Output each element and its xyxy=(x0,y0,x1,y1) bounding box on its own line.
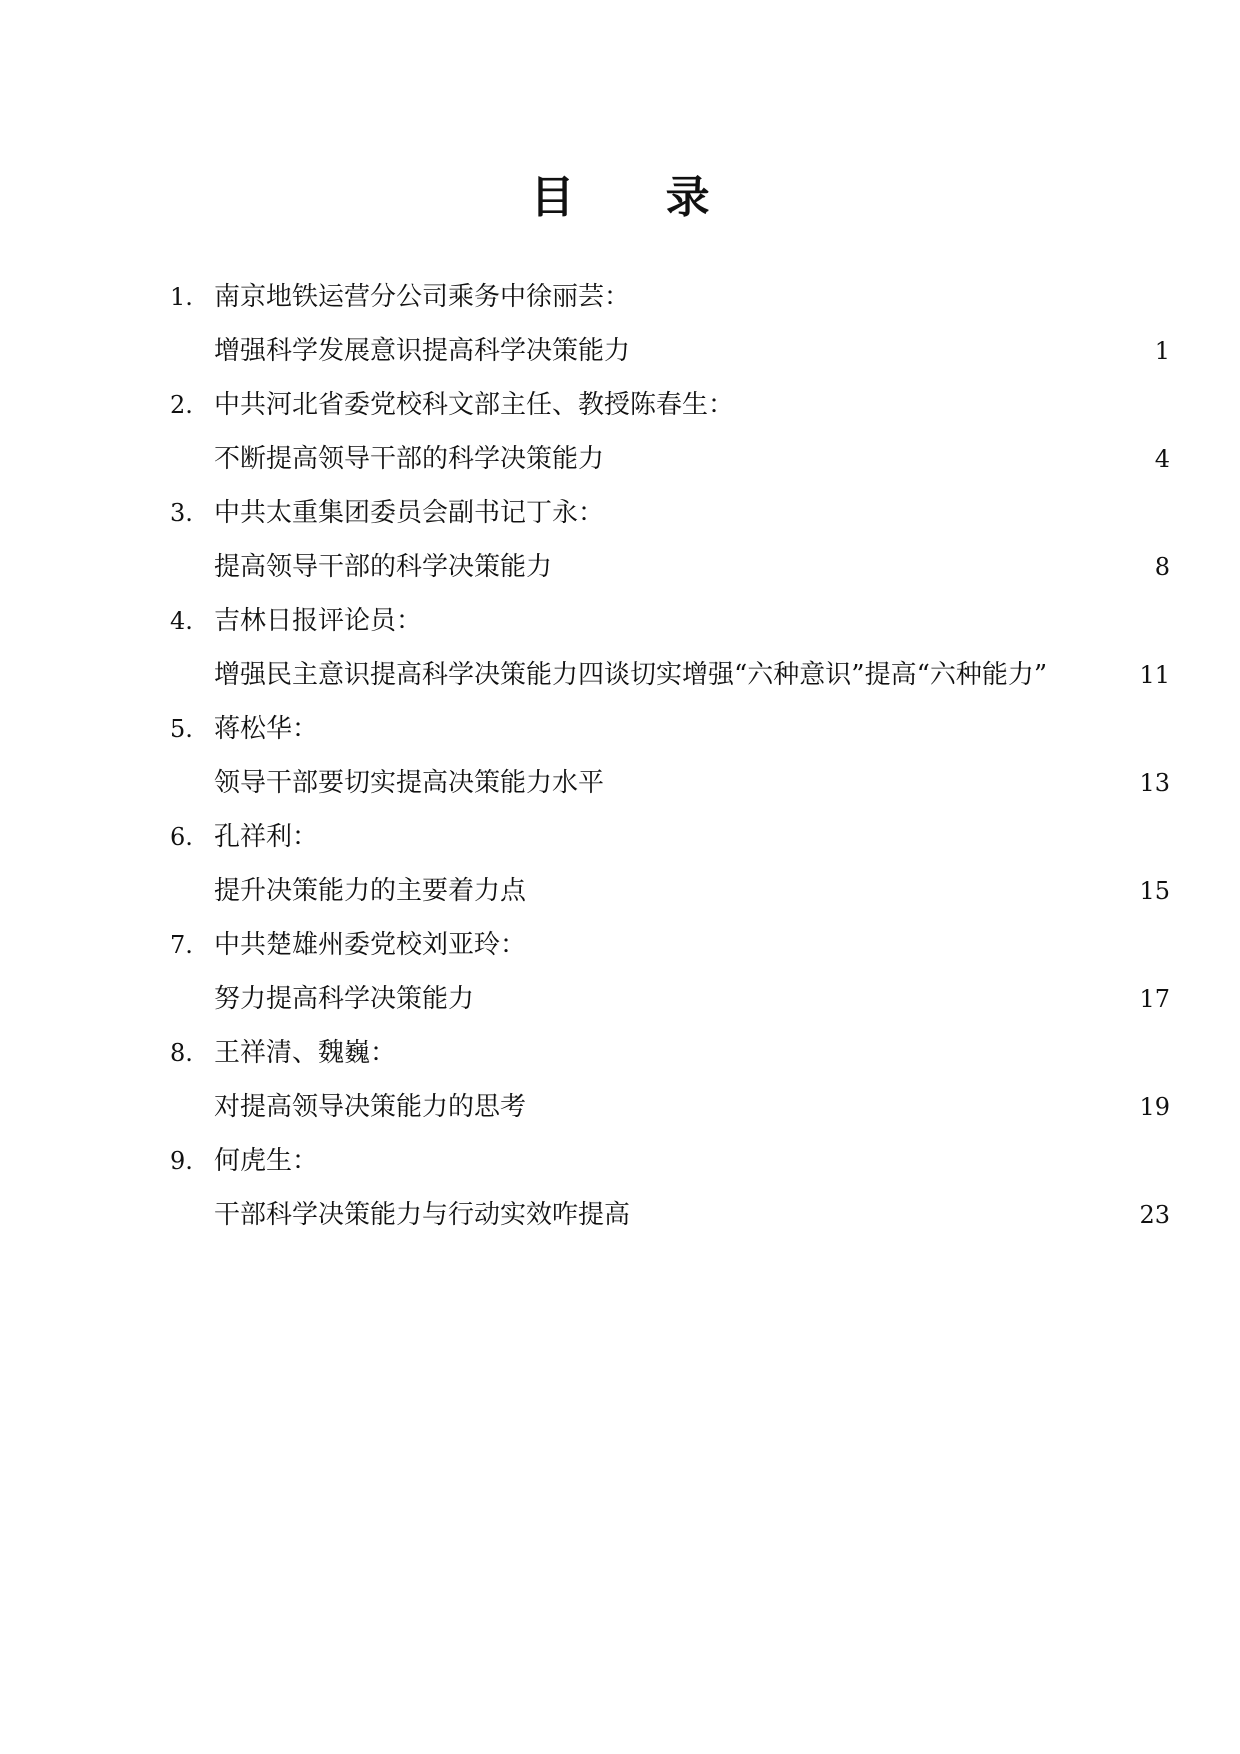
toc-entry-title[interactable]: 干部科学决策能力与行动实效咋提高 xyxy=(214,1200,631,1230)
toc-entry-title[interactable]: 提升决策能力的主要着力点 xyxy=(214,876,527,906)
toc-author-line xyxy=(170,702,1170,756)
toc-entry-author: 孔祥利： xyxy=(214,822,319,852)
toc-author-line xyxy=(170,918,1170,972)
toc-author-line xyxy=(170,270,1170,324)
toc-entry-title[interactable]: 提高领导干部的科学决策能力 xyxy=(214,552,553,582)
toc-entry-author: 蒋松华： xyxy=(214,714,319,744)
toc-entry-number: 3. xyxy=(170,499,193,527)
toc-entry-number: 5. xyxy=(170,715,193,743)
toc-entry-title[interactable]: 对提高领导决策能力的思考 xyxy=(214,1092,527,1122)
toc-entry-page-number: 8 xyxy=(1154,553,1170,581)
toc-title-line xyxy=(214,540,1170,594)
toc-entry-author: 中共楚雄州委党校刘亚玲： xyxy=(214,930,527,960)
toc-title-line xyxy=(214,648,1170,702)
toc-entry-number: 1. xyxy=(170,283,193,311)
toc-entry-author: 中共太重集团委员会副书记丁永： xyxy=(214,498,605,528)
toc-author-line xyxy=(170,378,1170,432)
page-title: 目 录 xyxy=(530,172,748,223)
toc-entry-author: 吉林日报评论员： xyxy=(214,606,423,636)
toc-entry-number: 9. xyxy=(170,1147,193,1175)
toc-entry-title[interactable]: 不断提高领导干部的科学决策能力 xyxy=(214,444,605,474)
toc-title-line xyxy=(214,324,1170,378)
toc-author-line xyxy=(170,810,1170,864)
toc-entry-page-number: 19 xyxy=(1139,1093,1170,1121)
toc-entry-title[interactable]: 努力提高科学决策能力 xyxy=(214,984,475,1014)
table-of-contents xyxy=(170,270,1170,1242)
toc-entry-page-number: 15 xyxy=(1139,877,1170,905)
toc-entry-page-number: 4 xyxy=(1154,445,1170,473)
toc-entry-number: 4. xyxy=(170,607,193,635)
toc-entry-title[interactable]: 领导干部要切实提高决策能力水平 xyxy=(214,768,605,798)
toc-entry-author: 南京地铁运营分公司乘务中徐丽芸： xyxy=(214,282,631,312)
toc-author-line xyxy=(170,486,1170,540)
toc-entry-title[interactable]: 增强民主意识提高科学决策能力四谈切实增强“六种意识”提高“六种能力” xyxy=(214,660,1048,690)
toc-entry-page-number: 11 xyxy=(1139,661,1170,689)
toc-entry-page-number: 1 xyxy=(1154,337,1170,365)
toc-entry-number: 8. xyxy=(170,1039,193,1067)
toc-author-line xyxy=(170,1026,1170,1080)
toc-entry-page-number: 17 xyxy=(1139,985,1170,1013)
toc-title-line xyxy=(214,432,1170,486)
toc-entry[interactable] xyxy=(170,1134,1170,1242)
toc-entry-title[interactable]: 增强科学发展意识提高科学决策能力 xyxy=(214,336,631,366)
toc-entry-page-number: 23 xyxy=(1139,1201,1170,1229)
toc-entry-number: 7. xyxy=(170,931,193,959)
toc-entry-number: 2. xyxy=(170,391,193,419)
toc-entry[interactable] xyxy=(170,1026,1170,1134)
toc-title-line xyxy=(214,972,1170,1026)
toc-entry-number: 6. xyxy=(170,823,193,851)
toc-entry[interactable] xyxy=(170,270,1170,378)
toc-entry[interactable] xyxy=(170,594,1170,702)
toc-title-line xyxy=(214,756,1170,810)
toc-entry-page-number: 13 xyxy=(1139,769,1170,797)
toc-title-line xyxy=(214,1080,1170,1134)
toc-entry-author: 何虎生： xyxy=(214,1146,319,1176)
toc-title-line xyxy=(214,1188,1170,1242)
toc-entry-author: 王祥清、魏巍： xyxy=(214,1038,397,1068)
toc-entry[interactable] xyxy=(170,702,1170,810)
toc-entry[interactable] xyxy=(170,378,1170,486)
toc-entry-author: 中共河北省委党校科文部主任、教授陈春生： xyxy=(214,390,735,420)
toc-author-line xyxy=(170,594,1170,648)
toc-entry[interactable] xyxy=(170,810,1170,918)
toc-title-line xyxy=(214,864,1170,918)
toc-entry[interactable] xyxy=(170,918,1170,1026)
toc-entry[interactable] xyxy=(170,486,1170,594)
toc-author-line xyxy=(170,1134,1170,1188)
